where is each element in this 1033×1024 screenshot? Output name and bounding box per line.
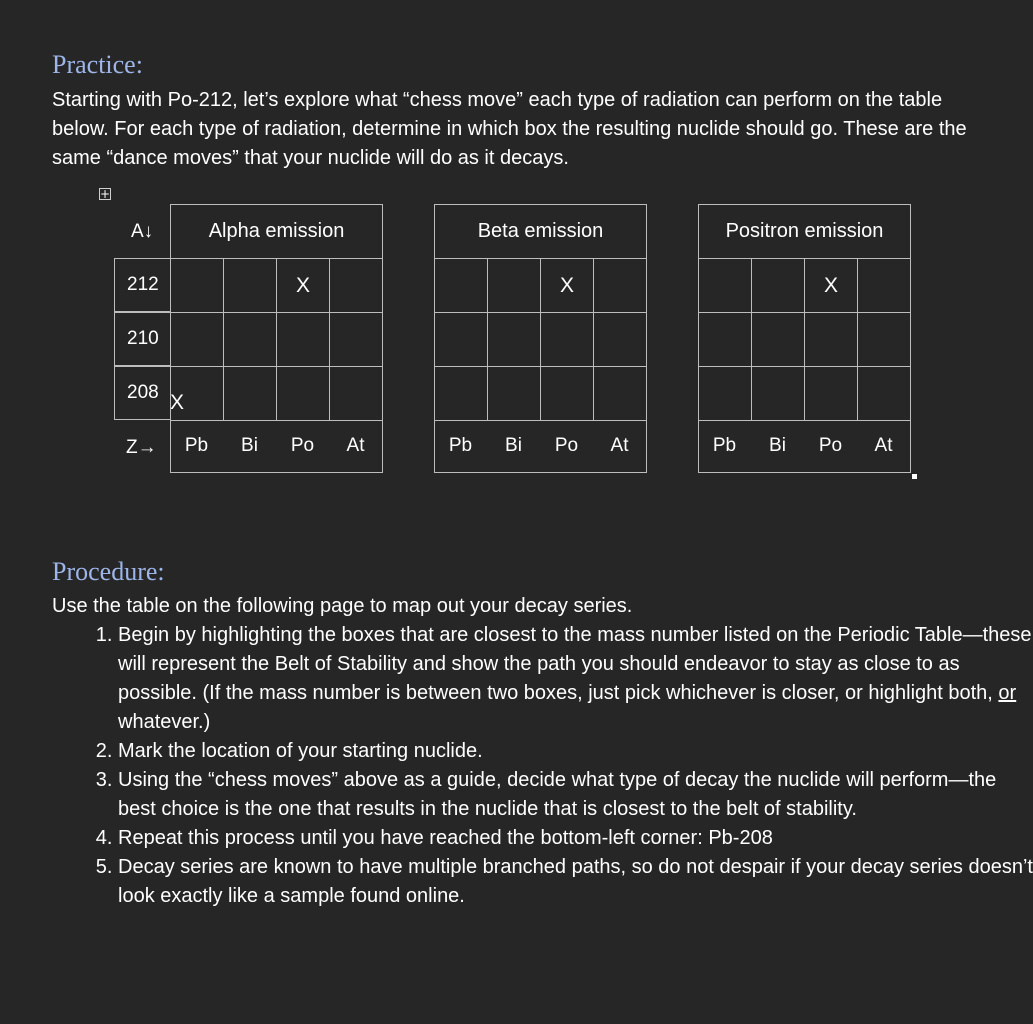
table-resize-handle[interactable] bbox=[912, 474, 917, 479]
alpha-cell[interactable] bbox=[276, 366, 330, 421]
positron-element-label: Bi bbox=[769, 435, 786, 456]
alpha-element-label: Pb bbox=[184, 435, 209, 456]
beta-cell[interactable] bbox=[593, 258, 647, 313]
procedure-heading: Procedure: bbox=[52, 557, 165, 586]
beta-cell[interactable] bbox=[593, 312, 647, 367]
beta-cell[interactable] bbox=[593, 366, 647, 421]
alpha-cell[interactable] bbox=[170, 258, 224, 313]
beta-element-label: Po bbox=[554, 435, 579, 456]
procedure-step bbox=[118, 621, 1033, 737]
beta-cell[interactable]: X bbox=[540, 258, 594, 313]
step-text: Decay series are known to have multiple branched paths, so do not despair if your decay series doesn’t look exactly like a sample found online. bbox=[118, 856, 1033, 907]
alpha-element-label: Po bbox=[290, 435, 315, 456]
procedure-step bbox=[118, 853, 1033, 911]
alpha-cell[interactable]: X bbox=[276, 258, 330, 313]
positron-cell[interactable] bbox=[857, 312, 911, 367]
step-text: Begin by highlighting the boxes that are closest to the mass number listed on the Periodic Table—these will represent the Belt of Stability and show the path you should endeavor to stay as close to as possible. (If the mass number is between two boxes, just pick whichever is closer, or highlight both, bbox=[118, 624, 1032, 704]
positron-cell[interactable] bbox=[751, 258, 805, 313]
beta-element-label: At bbox=[610, 435, 629, 456]
mass-axis-label: A↓ bbox=[131, 221, 154, 242]
positron-emission-title: Positron emission bbox=[698, 204, 911, 259]
step-text-end: whatever.) bbox=[118, 711, 211, 733]
procedure-intro: Use the table on the following page to map out your decay series. bbox=[52, 595, 633, 617]
beta-cell[interactable] bbox=[540, 366, 594, 421]
procedure-steps-list bbox=[52, 621, 1033, 911]
positron-cell[interactable] bbox=[751, 312, 805, 367]
positron-cell[interactable] bbox=[857, 366, 911, 421]
positron-cell[interactable] bbox=[751, 366, 805, 421]
positron-cell[interactable]: X bbox=[804, 258, 858, 313]
step-text: Repeat this process until you have reached the bottom-left corner: Pb-208 bbox=[118, 827, 773, 849]
atomic-number-axis-label: Z→ bbox=[126, 437, 157, 458]
positron-element-label: Po bbox=[818, 435, 843, 456]
table-move-handle-icon[interactable]: + bbox=[100, 187, 111, 201]
procedure-step bbox=[118, 824, 1033, 853]
alpha-cell[interactable] bbox=[223, 258, 277, 313]
beta-cell[interactable] bbox=[434, 366, 488, 421]
positron-cell[interactable] bbox=[698, 312, 752, 367]
beta-cell[interactable] bbox=[434, 312, 488, 367]
alpha-element-label: Bi bbox=[241, 435, 258, 456]
beta-element-label: Pb bbox=[448, 435, 473, 456]
positron-cell[interactable] bbox=[857, 258, 911, 313]
alpha-cell[interactable] bbox=[170, 312, 224, 367]
beta-emission-title: Beta emission bbox=[434, 204, 647, 259]
positron-element-label: Pb bbox=[712, 435, 737, 456]
beta-cell[interactable] bbox=[540, 312, 594, 367]
alpha-emission-title: Alpha emission bbox=[170, 204, 383, 259]
positron-element-label: At bbox=[874, 435, 893, 456]
alpha-cell[interactable] bbox=[329, 312, 383, 367]
stray-x-mark: X bbox=[170, 391, 185, 414]
alpha-cell[interactable] bbox=[223, 312, 277, 367]
alpha-cell[interactable] bbox=[276, 312, 330, 367]
alpha-cell[interactable] bbox=[329, 366, 383, 421]
alpha-element-label: At bbox=[346, 435, 365, 456]
positron-cell[interactable] bbox=[804, 312, 858, 367]
row-label-210: 210 bbox=[114, 312, 170, 366]
positron-cell[interactable] bbox=[698, 258, 752, 313]
positron-cell[interactable] bbox=[804, 366, 858, 421]
alpha-cell[interactable] bbox=[223, 366, 277, 421]
procedure-step bbox=[118, 737, 1033, 766]
beta-cell[interactable] bbox=[434, 258, 488, 313]
row-label-212: 212 bbox=[114, 258, 170, 312]
step-text: Using the “chess moves” above as a guide, decide what type of decay the nuclide will perform—the best choice is the one that results in the nuclide that is closest to the belt of stability. bbox=[118, 769, 997, 820]
practice-paragraph: Starting with Po-212, let’s explore what “chess move” each type of radiation can perform on the table below. For each type of radiation, determine in which box the resulting nuclide should go. These are the same “dance moves” that your nuclide will do as it decays. bbox=[52, 89, 967, 169]
step-text: Mark the location of your starting nuclide. bbox=[118, 740, 483, 762]
step-underlined-text: or bbox=[998, 682, 1017, 704]
row-label-208: 208 bbox=[114, 366, 170, 420]
beta-element-label: Bi bbox=[505, 435, 522, 456]
positron-cell[interactable] bbox=[698, 366, 752, 421]
alpha-cell[interactable] bbox=[329, 258, 383, 313]
practice-heading: Practice: bbox=[52, 50, 143, 79]
beta-cell[interactable] bbox=[487, 366, 541, 421]
beta-cell[interactable] bbox=[487, 258, 541, 313]
beta-cell[interactable] bbox=[487, 312, 541, 367]
alpha-cell[interactable] bbox=[170, 366, 224, 421]
procedure-step bbox=[118, 766, 1033, 824]
